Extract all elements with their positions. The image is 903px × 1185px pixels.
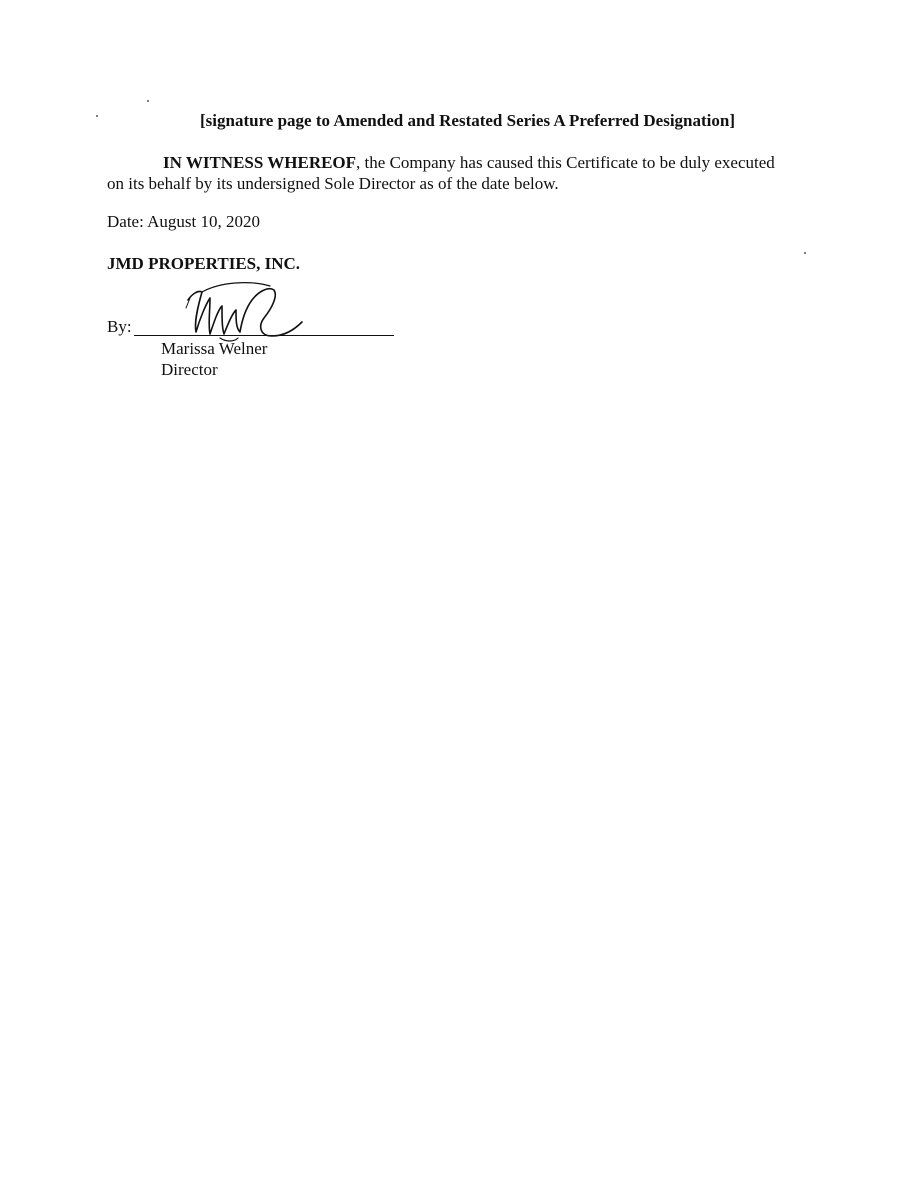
witness-lead: IN WITNESS WHEREOF <box>163 153 357 172</box>
scan-speck <box>96 115 98 117</box>
witness-paragraph <box>107 152 827 194</box>
witness-line-1 <box>107 152 827 173</box>
signature-page-caption: [signature page to Amended and Restated Series A Preferred Designation] <box>200 111 735 130</box>
scan-speck <box>804 252 806 254</box>
company-name: JMD PROPERTIES, INC. <box>107 254 301 273</box>
witness-line-1-text: , the Company has caused this Certificate to be duly executed <box>356 153 775 172</box>
scan-speck <box>147 100 149 102</box>
by-label: By: <box>107 317 132 336</box>
signer-name: Marissa Welner <box>161 339 268 358</box>
signer-title: Director <box>161 360 218 379</box>
witness-line-2: on its behalf by its undersigned Sole Director as of the date below. <box>107 174 559 193</box>
date-line: Date: August 10, 2020 <box>107 212 260 231</box>
